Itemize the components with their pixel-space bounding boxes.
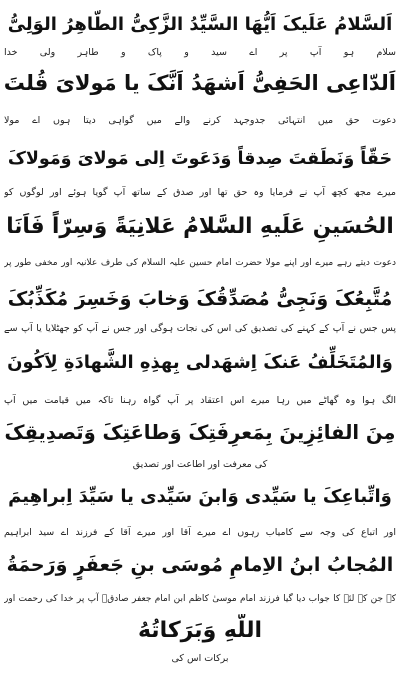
- arabic-line-2: اَلدّاعِی الحَفِیُّ اَشهَدُ اَنَّکَ یا مَولایَ قُلتَ: [4, 71, 396, 95]
- urdu-translation-line-1: سلام ہو آپ پر اے سید و پاک و طاہر ولی خدا: [4, 47, 396, 58]
- urdu-translation-line-10: برکات اس کی: [171, 653, 229, 664]
- arabic-line-7: مِنَ الفائِزِینَ بِمَعرِفَتِکَ وَطاعَتِکَ وَتَصدِیقِکَ: [4, 421, 396, 444]
- arabic-line-8: وَاتِّباعِکَ یا سَیِّدی وَابنَ سَیِّدی یا سَیِّدَ اِبراهِیمَ: [8, 486, 392, 507]
- urdu-translation-line-2: دعوت حق میں انتہائی جدوجہد کرنے والے میں گواہی دیتا ہوں اے مولا: [4, 115, 396, 126]
- arabic-line-10: اللّهِ وَبَرَکاتُهُ: [137, 618, 263, 643]
- urdu-translation-line-6: الگ ہوا وہ گھاٹے میں رہا میرے اس اعتقاد پر آپ گواہ رہنا تاکہ میں قیامت میں آپ: [4, 395, 396, 406]
- arabic-line-1: اَلسَّلامُ عَلَیکَ اَیُّهَا السَّیِّدُ الزَّکِیُّ الطّاهِرُ الوَلِیُّ: [7, 14, 393, 35]
- urdu-translation-line-4: دعوت دیتے رہے میرے اور اپنے مولا حضرت امام حسین علیہ السلام کی طرف علانیہ اور مخفی طور پر: [4, 258, 396, 268]
- urdu-translation-line-7: کی معرفت اور اطاعت اور تصدیق: [132, 459, 268, 470]
- arabic-line-9: المُجابُ ابنُ الاِمامِ مُوسَی بنِ جَعفَرٍ وَرَحمَةُ: [6, 554, 394, 576]
- arabic-line-4: الحُسَینِ عَلَیهِ السَّلامُ عَلانِیَةً وَسِرّاً فَاَنَا: [6, 214, 394, 239]
- arabic-line-5: مُتَّبِعُکَ وَنَجِیُّ مُصَدِّقُکَ وَخابَ وَخَسِرَ مُکَذِّبُکَ: [7, 288, 393, 310]
- urdu-translation-line-5: پس جس نے آپ کے کہنے کی تصدیق کی اس کی نجات ہوگی اور جس نے آپ کو جھٹلایا یا آپ سے: [4, 323, 396, 334]
- urdu-translation-line-3: میرے مجھ کچھ آپ نے فرمایا وہ حق تھا اور صدق کے ساتھ آپ گویا ہوئے اور لوگوں کو: [4, 187, 396, 198]
- urdu-translation-line-9: کہ جن کے لئے کا جواب دیا گیا فرزند امام موسیٰ کاظم ابن امام جعفر صادقؑ آپ پر خدا کی رحمت اور: [4, 594, 396, 604]
- arabic-line-3: حَقّاً وَنَطَقتَ صِدقاً وَدَعَوتَ اِلی مَولایَ وَمَولاکَ: [7, 149, 393, 169]
- urdu-translation-line-8: اور اتباع کی وجہ سے کامیاب رہوں اے میرے آقا اور میرے آقا کے فرزند اے سید ابراہیم: [4, 527, 396, 538]
- arabic-line-6: وَالمُتَخَلِّفُ عَنکَ اِشهَدلی بِهذِهِ الشَّهادَةِ لِاَکُونَ: [7, 352, 393, 373]
